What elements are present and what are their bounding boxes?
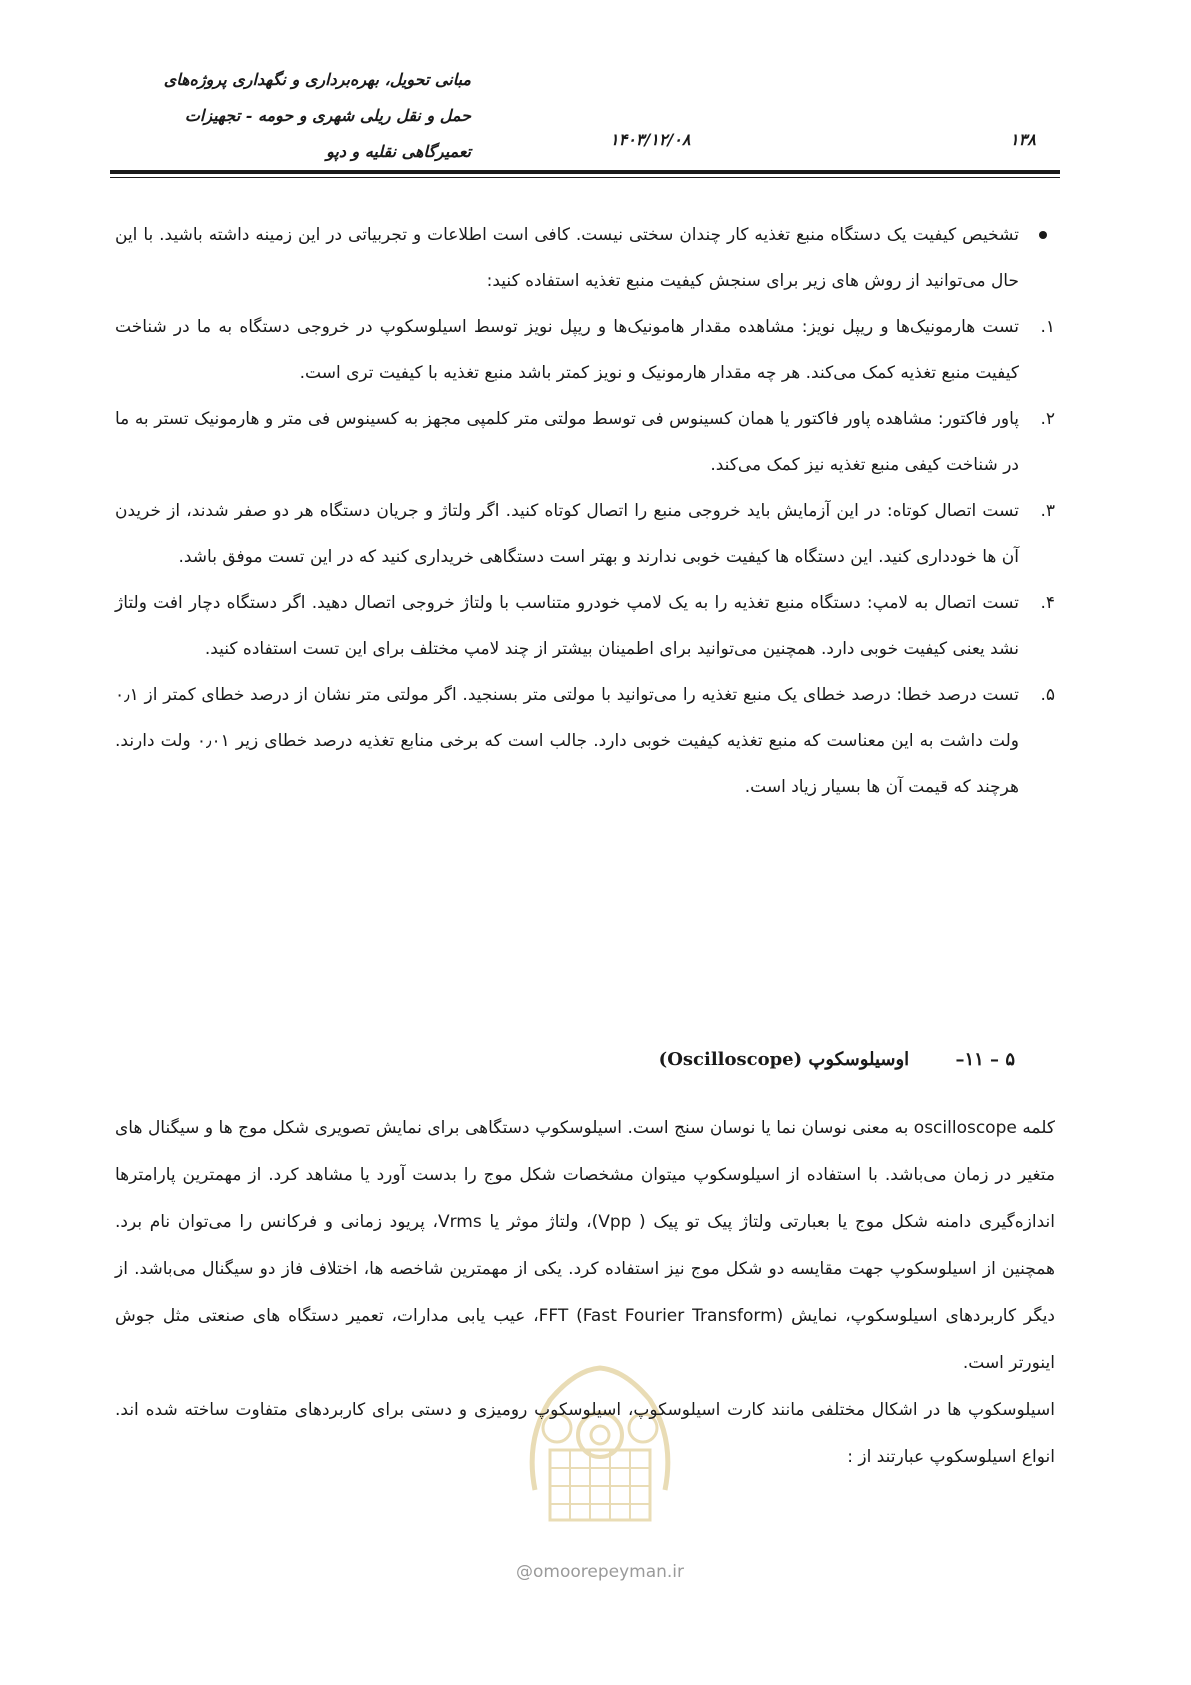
list-item-text: تست درصد خطا: درصد خطای یک منبع تغذیه را می‌توانید با مولتی متر بسنجید. اگر مولتی متر نشان از درصد خطای کمتر از ۰٫۱ ولت داشت به این معناست که منبع تغذیه کیفیت خوبی دارد. جالب است که برخی منابع تغذیه درصد خطای زیر ۰٫۰۱ ولت دارند. هرچند که قیمت آن ها بسیار زیاد است. xyxy=(115,685,1019,797)
list-item-text: پاور فاکتور: مشاهده پاور فاکتور یا همان کسینوس فی توسط مولتی متر کلمپی مجهز به کسینوس فی متر و هارمونیک تستر به ما در شناخت کیفی منبع تغذیه نیز کمک می‌کند. xyxy=(115,409,1019,475)
list-item-number: ۲. xyxy=(1040,409,1055,429)
header-title-line-3: تعمیرگاهی نقلیه و دپو xyxy=(326,142,471,161)
page-header xyxy=(0,0,1191,185)
section-title: اوسیلوسکوپ (Oscilloscope) xyxy=(658,1049,910,1070)
watermark-url: @omoorepeyman.ir xyxy=(515,1562,685,1582)
list-item-number: ۵. xyxy=(1040,685,1055,705)
section-heading xyxy=(659,1045,1015,1075)
header-rule-thick xyxy=(110,170,1060,174)
page-number: ۱۳۸ xyxy=(1010,130,1036,149)
header-title-line-2: حمل و نقل ریلی شهری و حومه - تجهیزات xyxy=(184,106,471,125)
bullet-marker xyxy=(1025,212,1055,258)
section-paragraph: اسیلوسکوپ ها در اشکال مختلفی مانند کارت اسیلوسکوپ، اسیلوسکوپ رومیزی و دستی برای کاربردهای متفاوت ساخته شده اند. انواع اسیلوسکوپ عبارتند از : xyxy=(115,1400,1055,1467)
section-number: ۵ – ۱۱– xyxy=(955,1049,1015,1070)
header-title-line-1: مبانی تحویل، بهره‌برداری و نگهداری پروژه‌های xyxy=(163,70,471,89)
list-item-number: ۳. xyxy=(1040,501,1055,521)
list-item xyxy=(115,672,1055,810)
list-item xyxy=(115,580,1055,672)
list-item-text: تست هارمونیک‌ها و ریپل نویز: مشاهده مقدار هامونیک‌ها و ریپل نویز توسط اسیلوسکوپ در خروجی دستگاه به ما در شناخت کیفیت منبع تغذیه کمک می‌کند. هر چه مقدار هارمونیک و نویز کمتر باشد منبع تغذیه با کیفیت تری است. xyxy=(115,317,1019,383)
header-rule-thin xyxy=(110,177,1060,178)
list-item xyxy=(115,396,1055,488)
list-item xyxy=(115,488,1055,580)
list-item-text: تست اتصال به لامپ: دستگاه منبع تغذیه را به یک لامپ خودرو متناسب با ولتاژ خروجی اتصال دهید. اگر دستگاه دچار افت ولتاژ نشد یعنی کیفیت خوبی دارد. همچنین می‌توانید برای اطمینان بیشتر از چند لامپ مختلف برای این تست استفاده کنید. xyxy=(115,593,1019,659)
bullet-dot-icon xyxy=(1039,231,1047,239)
intro-text: تشخیص کیفیت یک دستگاه منبع تغذیه کار چندان سختی نیست. کافی است اطلاعات و تجربیاتی در این زمینه داشته باشید. با این حال می‌توانید از روش های زیر برای سنجش کیفیت منبع تغذیه استفاده کنید: xyxy=(115,225,1019,291)
list-item-text: تست اتصال کوتاه: در این آزمایش باید خروجی منبع را اتصال کوتاه کنید. اگر ولتاژ و جریان دستگاه هر دو صفر شدند، از خریدن آن ها خودداری کنید. این دستگاه ها کیفیت خوبی ندارند و بهتر است دستگاهی خریداری کنید که در این تست موفق باشد. xyxy=(115,501,1019,567)
header-date: ۱۴۰۳/۱۲/۰۸ xyxy=(610,130,691,149)
list-item xyxy=(115,304,1055,396)
section-body xyxy=(115,1105,1055,1481)
main-content xyxy=(115,212,1055,810)
header-title xyxy=(91,62,471,170)
intro-bullet xyxy=(115,212,1055,304)
list-item-number: ۱. xyxy=(1040,317,1055,337)
section-paragraph: کلمه oscilloscope به معنی نوسان نما یا نوسان سنج است. اسیلوسکوپ دستگاهی برای نمایش تصویری شکل موج ها و سیگنال های متغیر در زمان می‌باشد. با استفاده از اسیلوسکوپ میتوان مشخصات شکل موج را بدست آورد یا مشاهد کرد. از مهمترین پارامترها اندازه‌گیری دامنه شکل موج یا بعبارتی ولتاژ پیک تو پیک ( Vpp)، ولتاژ موثر یا Vrms، پریود زمانی و فرکانس را می‌توان نام برد. همچنین از اسیلوسکوپ جهت مقایسه دو شکل موج نیز استفاده کرد. یکی از مهمترین شاخصه ها، اختلاف فاز دو سیگنال می‌باشد. از دیگر کاربردهای اسیلوسکوپ، نمایش FFT (Fast Fourier Transform)، عیب یابی مدارات، تعمیر دستگاه های صنعتی مثل جوش اینورتر است. xyxy=(115,1118,1056,1373)
list-item-number: ۴. xyxy=(1040,593,1055,613)
